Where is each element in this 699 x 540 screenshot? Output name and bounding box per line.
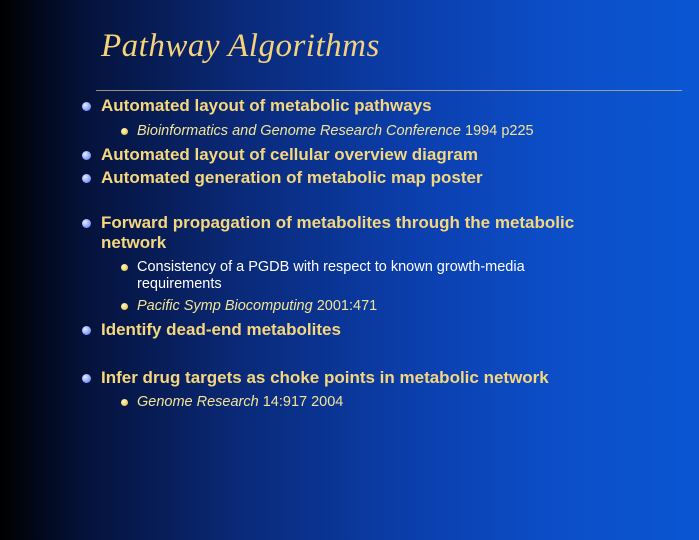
reference-source: Bioinformatics and Genome Research Conference	[137, 123, 461, 139]
round-bullet-icon	[82, 374, 91, 383]
bullet-text: Automated layout of metabolic pathways	[101, 96, 432, 115]
reference-detail: 1994 p225	[461, 123, 534, 139]
sub-list-item	[137, 258, 525, 276]
sub-list-item	[137, 393, 343, 411]
round-bullet-icon	[82, 174, 91, 183]
reference-detail: 2001:471	[312, 298, 378, 314]
bullet-text: Automated layout of cellular overview diagram	[101, 145, 478, 164]
list-item	[101, 368, 549, 388]
round-bullet-icon	[82, 219, 91, 228]
reference-detail: 14:917 2004	[258, 394, 344, 410]
round-sub-bullet-icon	[121, 264, 128, 271]
round-sub-bullet-icon	[121, 399, 128, 406]
bullet-text: Identify dead-end metabolites	[101, 320, 341, 339]
list-item-continuation	[101, 233, 166, 253]
reference-source: Genome Research	[137, 394, 259, 410]
list-item	[101, 213, 574, 233]
round-bullet-icon	[82, 326, 91, 335]
slide-title: Pathway Algorithms	[101, 28, 380, 64]
round-bullet-icon	[82, 151, 91, 160]
bullet-text: network	[101, 233, 167, 252]
sub-list-item-continuation	[137, 275, 222, 293]
bullet-text: Automated generation of metabolic map poster	[101, 168, 483, 187]
reference-source: Pacific Symp Biocomputing	[137, 298, 313, 314]
sub-bullet-text: Consistency of a PGDB with respect to known growth-media	[137, 259, 525, 275]
list-item	[101, 168, 483, 188]
sub-bullet-text: requirements	[137, 276, 222, 292]
title-divider	[96, 90, 682, 91]
list-item	[101, 145, 478, 165]
sub-list-item	[137, 122, 534, 140]
bullet-text: Forward propagation of metabolites through the metabolic	[101, 213, 575, 232]
round-sub-bullet-icon	[121, 128, 128, 135]
round-sub-bullet-icon	[121, 303, 128, 310]
list-item	[101, 320, 341, 340]
list-item	[101, 96, 432, 116]
bullet-text: Infer drug targets as choke points in metabolic network	[101, 368, 549, 387]
sub-list-item	[137, 297, 377, 315]
round-bullet-icon	[82, 102, 91, 111]
